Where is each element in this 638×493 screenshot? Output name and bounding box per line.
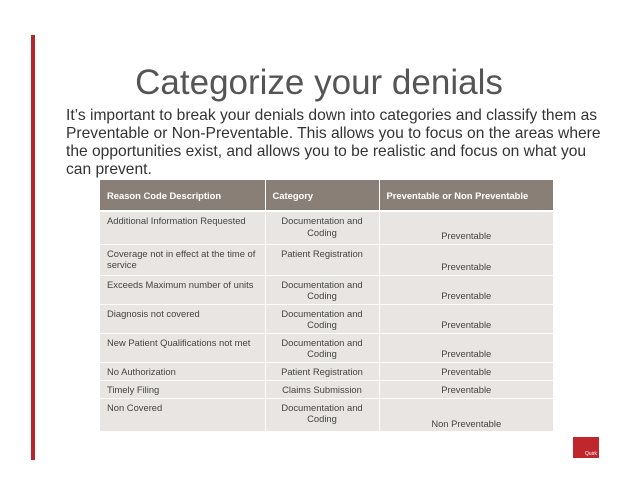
table-header-row — [100, 180, 553, 211]
slide-body-text: It’s important to break your denials down into categories and classify them as Preventable or Non-Preventable. This allows you to focus on the areas where the opportunities exist, and allows you to be realistic and focus on what you can prevent. — [66, 107, 601, 178]
reason-cell: New Patient Qualifications not met — [100, 333, 265, 362]
category-cell: Documentation and Coding — [265, 304, 379, 333]
preventable-cell: Preventable — [379, 275, 553, 304]
category-cell: Documentation and Coding — [265, 398, 379, 431]
preventable-cell: Preventable — [379, 333, 553, 362]
reason-cell: Exceeds Maximum number of units — [100, 275, 265, 304]
reason-cell: Additional Information Requested — [100, 211, 265, 244]
preventable-cell: Non Preventable — [379, 398, 553, 431]
category-cell: Documentation and Coding — [265, 275, 379, 304]
preventable-cell: Preventable — [379, 362, 553, 380]
reason-cell: No Authorization — [100, 362, 265, 380]
table-row — [100, 211, 553, 244]
header-reason-code: Reason Code Description — [100, 180, 265, 211]
table-row — [100, 333, 553, 362]
reason-cell: Timely Filing — [100, 380, 265, 398]
category-cell: Patient Registration — [265, 244, 379, 275]
preventable-cell: Preventable — [379, 304, 553, 333]
category-cell: Claims Submission — [265, 380, 379, 398]
table-row — [100, 275, 553, 304]
reason-cell: Non Covered — [100, 398, 265, 431]
table-row — [100, 398, 553, 431]
table-row — [100, 362, 553, 380]
preventable-cell: Preventable — [379, 244, 553, 275]
header-preventable: Preventable or Non Preventable — [379, 180, 553, 211]
slide-title: Categorize your denials — [135, 63, 503, 102]
preventable-cell: Preventable — [379, 380, 553, 398]
header-category: Category — [265, 180, 379, 211]
reason-cell: Coverage not in effect at the time of service — [100, 244, 265, 275]
preventable-cell: Preventable — [379, 211, 553, 244]
category-cell: Patient Registration — [265, 362, 379, 380]
category-cell: Documentation and Coding — [265, 211, 379, 244]
table-row — [100, 380, 553, 398]
table-row — [100, 244, 553, 275]
category-cell: Documentation and Coding — [265, 333, 379, 362]
denials-table — [100, 180, 553, 431]
reason-cell: Diagnosis not covered — [100, 304, 265, 333]
quirk-logo: Quirk — [573, 437, 599, 458]
table-row — [100, 304, 553, 333]
